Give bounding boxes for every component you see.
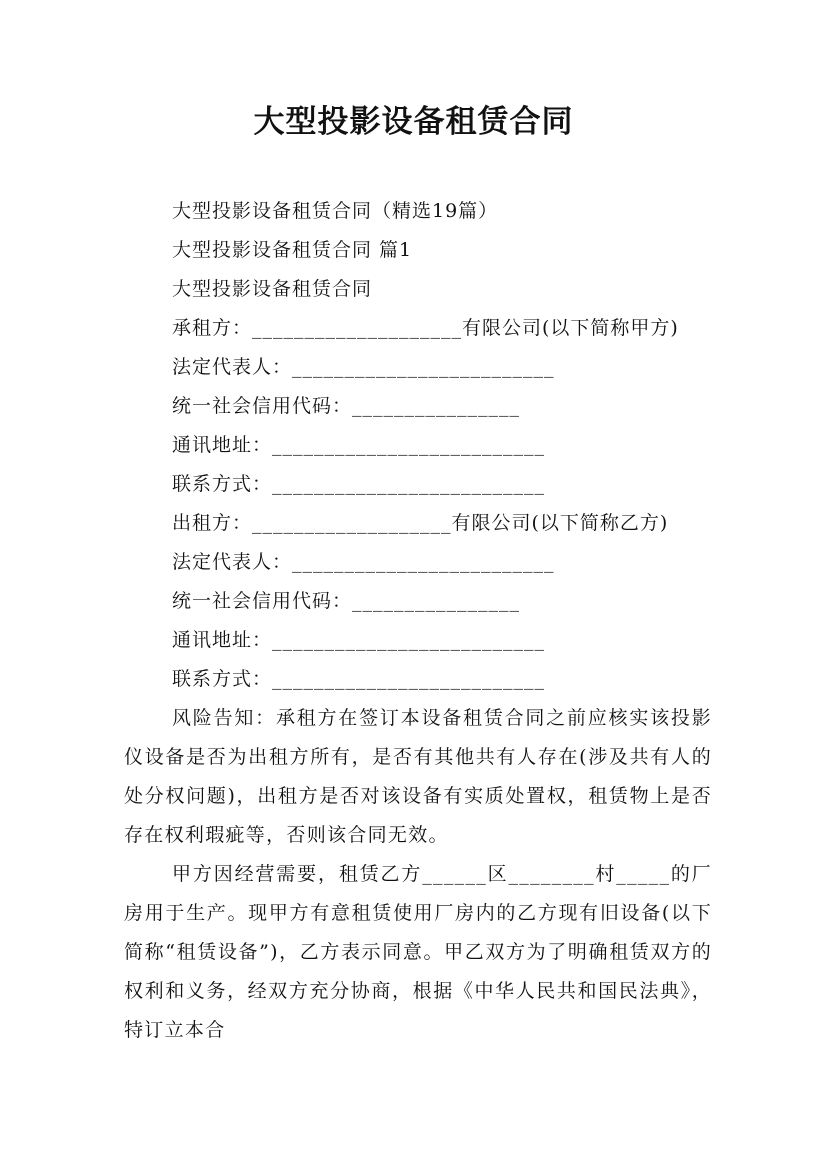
- lessee-credit-code-line: 统一社会信用代码：________________: [172, 395, 521, 417]
- risk-notice-paragraph: 风险告知：承租方在签订本设备租赁合同之前应核实该投影仪设备是否为出租方所有，是否有其他共有人存在(涉及共有人的处分权问题)，出租方是否对该设备有实质处置权，租赁物上是否存在权利瑕疵等，否则该合同无效。: [124, 707, 712, 846]
- lessee-legal-rep-line: 法定代表人：_________________________: [172, 356, 555, 378]
- lessee-contact-line: 联系方式：__________________________: [172, 473, 546, 495]
- lessee-line: 承租方：____________________有限公司(以下简称甲方): [172, 317, 679, 339]
- subtitle-line: 大型投影设备租赁合同（精选19篇）: [172, 200, 499, 222]
- lessor-line: 出租方：___________________有限公司(以下简称乙方): [172, 512, 669, 534]
- contract-name-line: 大型投影设备租赁合同: [172, 278, 373, 300]
- document-title: 大型投影设备租赁合同: [253, 104, 574, 140]
- lessor-contact-line: 联系方式：__________________________: [172, 668, 546, 690]
- lessor-legal-rep-line: 法定代表人：_________________________: [172, 551, 555, 573]
- lessee-address-line: 通讯地址：__________________________: [172, 434, 546, 456]
- purpose-paragraph: 甲方因经营需要，租赁乙方______区________村_____的厂房用于生产。现甲方有意租赁使用厂房内的乙方现有旧设备(以下简称“租赁设备”)，乙方表示同意。甲乙双方为了明确租赁双方的权利和义务，经双方充分协商，根据《中华人民共和国民法典》，特订立本合: [124, 863, 712, 1041]
- lessor-address-line: 通讯地址：__________________________: [172, 629, 546, 651]
- lessor-credit-code-line: 统一社会信用代码：________________: [172, 590, 521, 612]
- section-heading: 大型投影设备租赁合同 篇1: [172, 239, 413, 261]
